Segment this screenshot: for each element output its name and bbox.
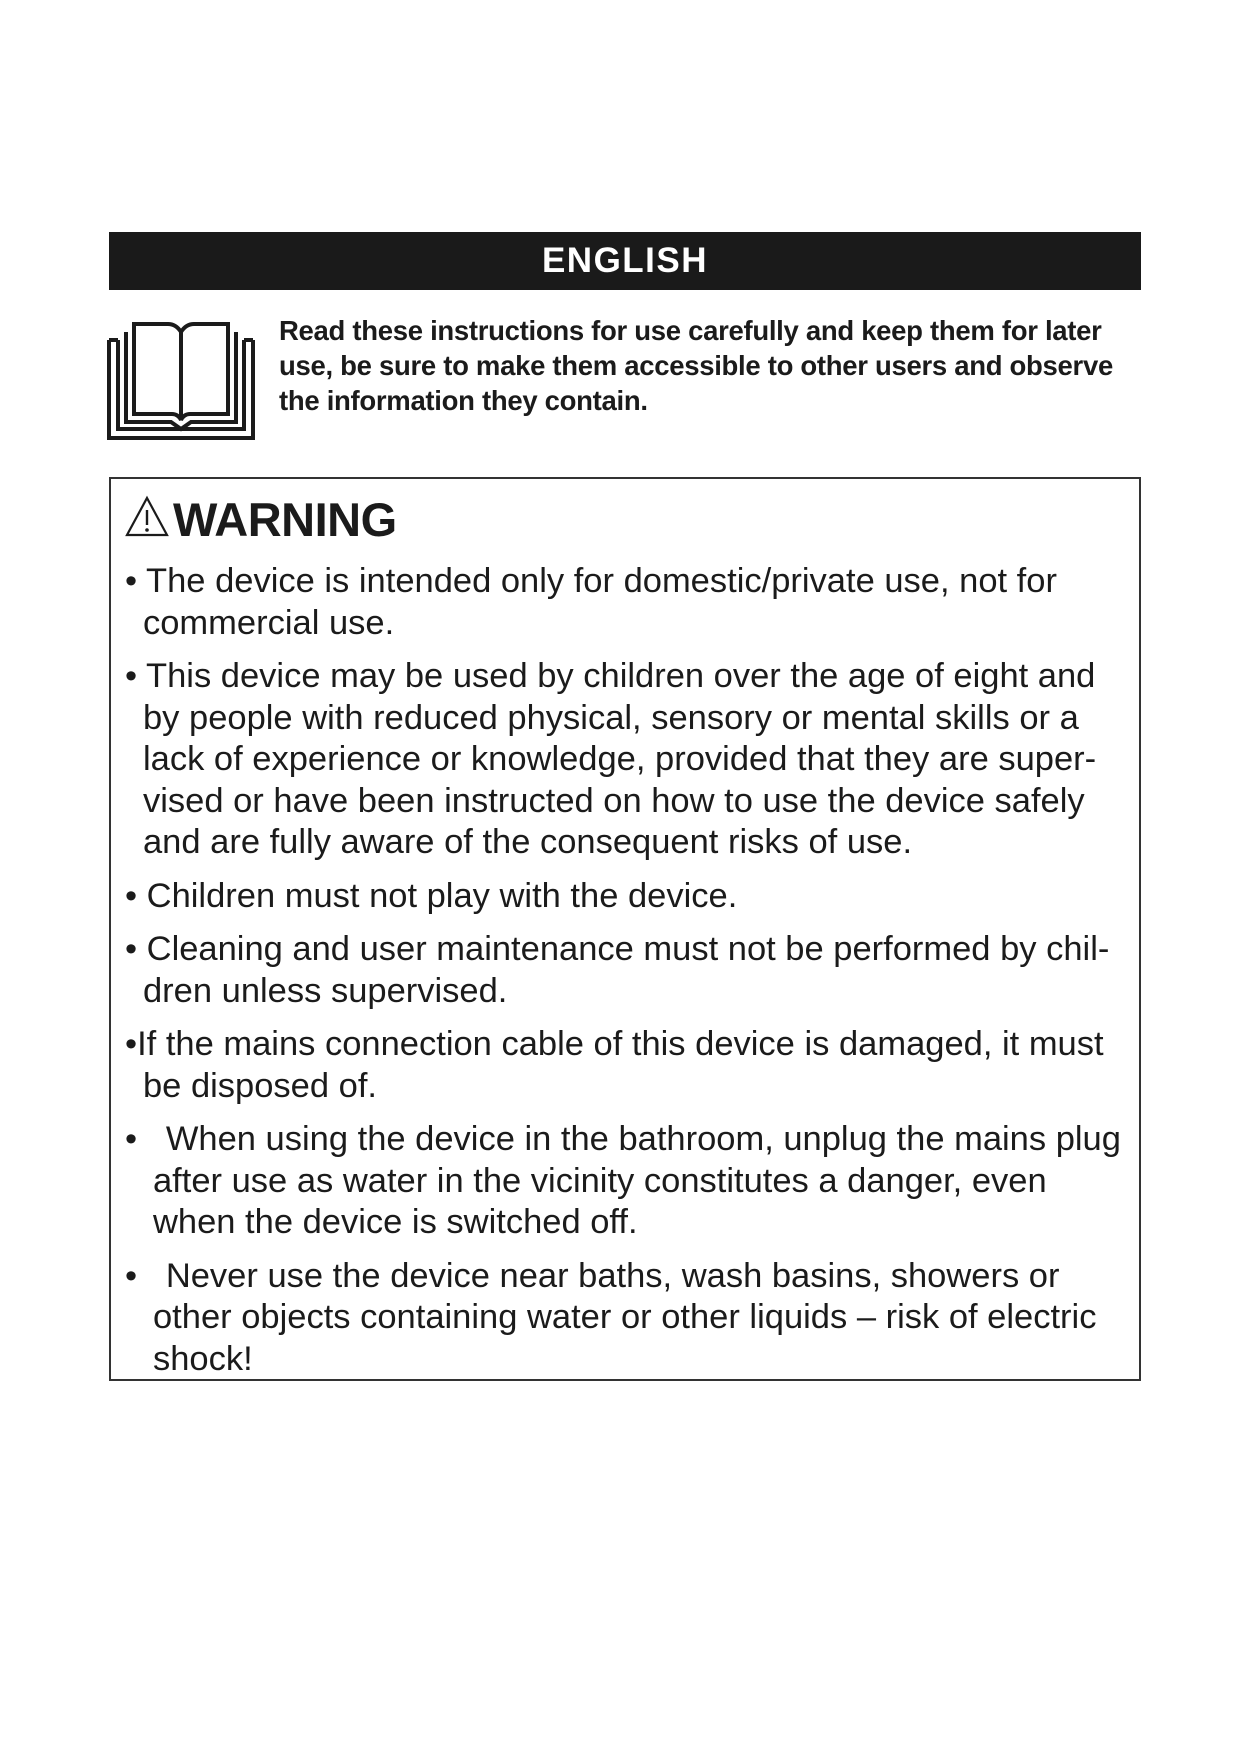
warning-box [109,477,1141,1381]
warning-list [125,561,1135,1392]
warning-item [125,1256,1135,1381]
warning-title: WARNING [173,492,397,546]
intro-line: the information they contain. [279,385,648,416]
warning-item [125,1024,1135,1107]
warning-item-line: when the device is switched off. [153,1203,638,1241]
warning-item-line: lack of experience or knowledge, provided that they are super- [143,740,1097,778]
warning-item-line: by people with reduced physical, sensory or mental skills or a [143,698,1079,737]
warning-item-line: • When using the device in the bathroom, unplug the mains plug [125,1120,1121,1158]
warning-heading [125,491,397,547]
open-book-icon [106,318,256,442]
warning-item-line: dren unless supervised. [143,971,508,1010]
warning-item-line: • Children must not play with the device. [125,876,738,915]
warning-item [125,929,1135,1012]
warning-item-line: • Never use the device near baths, wash basins, showers or [125,1256,1060,1295]
warning-item [125,1119,1135,1244]
intro-line: Read these instructions for use carefully and keep them for later [279,315,1102,346]
warning-item-line: be disposed of. [143,1066,378,1105]
warning-item-line: after use as water in the vicinity constitutes a danger, even [153,1161,1047,1200]
warning-item-line: vised or have been instructed on how to use the device safely [143,781,1085,820]
language-header-bar [109,232,1141,290]
intro-line: use, be sure to make them accessible to other users and observe [279,350,1113,381]
warning-item-line: commercial use. [143,603,395,642]
warning-item [125,876,1135,918]
warning-item-line: and are fully aware of the consequent risks of use. [143,823,913,861]
warning-item-line: • The device is intended only for domestic/private use, not for [125,562,1057,600]
warning-item-line: • This device may be used by children over the age of eight and [125,657,1096,695]
warning-item-line: shock! [153,1339,253,1378]
warning-item-line: •If the mains connection cable of this device is damaged, it must [125,1025,1104,1063]
warning-item-line: • Cleaning and user maintenance must not be performed by chil- [125,930,1110,968]
intro-text [279,313,1149,418]
warning-triangle-icon [125,495,173,544]
warning-item [125,656,1135,864]
warning-item-line: other objects containing water or other liquids – risk of electric [153,1298,1097,1336]
warning-item [125,561,1135,644]
language-label: ENGLISH [541,241,709,280]
